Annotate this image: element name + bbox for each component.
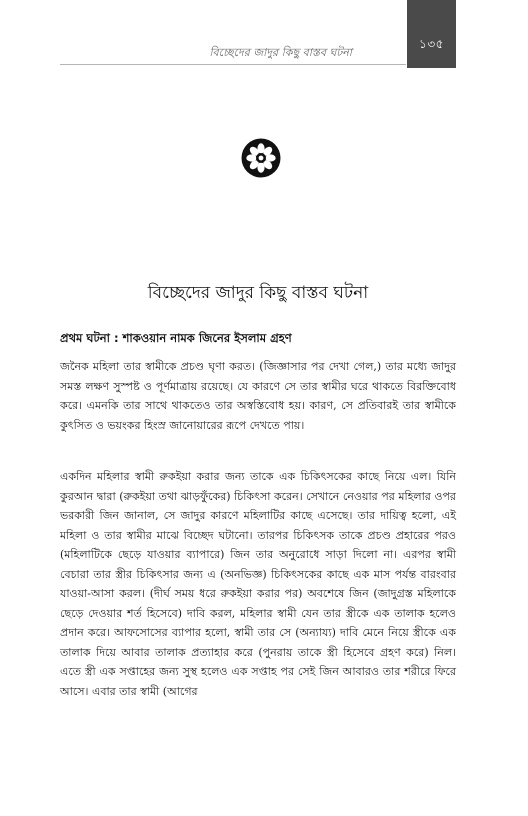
chapter-title: বিচ্ছেদের জাদুর কিছু বাস্তব ঘটনা [147,283,369,303]
running-header-title: বিচ্ছেদের জাদুর কিছু বাস্তব ঘটনা [209,46,352,59]
section-heading: প্রথম ঘটনা : শাকওয়ান নামক জিনের ইসলাম গ্রহণ [60,331,292,345]
flower-ornament-icon [240,137,282,179]
running-header [60,38,406,65]
body-paragraph-2: একদিন মহিলার স্বামী রুকইয়া করার জন্য তাকে এক চিকিৎসকের কাছে নিয়ে এল। যিনি কুরআন দ্বারা (রুকইয়া তথা ঝাড়ফুঁকের) চিকিৎসা করেন। সেখানে নেওয়ার পর মহিলার ওপর ভরকারী জিন জানাল, সে জাদুর কারণে মহিলাটির কাছে এসেছে। তার দায়িত্ব হলো, এই মহিলা ও তার স্বামীর মাঝে বিচ্ছেদ ঘটানো। তারপর চিকিৎসক তাকে প্রচণ্ড প্রহারের পরও (মহিলাটিকে ছেড়ে যাওয়ার ব্যাপারে) জিন তার অনুরোধে সাড়া দিলো না। এরপর স্বামী বেচারা তার স্ত্রীর চিকিৎসার জন্য এ (অনভিজ্ঞ) চিকিৎসকের কাছে এক মাস পর্যন্ত বারংবার যাওয়া-আসা করল। (দীর্ঘ সময় ধরে রুকইয়া করার পর) অবশেষে জিন (জাদুগ্রস্ত মহিলাকে ছেড়ে দেওয়ার শর্ত হিসেবে) দাবি করল, মহিলার স্বামী যেন তার স্ত্রীকে এক তালাক হলেও প্রদান করে। আফসোসের ব্যাপার হলো, স্বামী তার সে (অন্যায্য) দাবি মেনে নিয়ে স্ত্রীকে এক তালাক দিয়ে আবার তালাক প্রত্যাহার করে (পুনরায় তাকে স্ত্রী হিসেবে গ্রহণ করে) নিল। এতে স্ত্রী এক সপ্তাহের জন্য সুস্থ হলেও এক সপ্তাহ পর সেই জিন আবারও তার শরীরে ফিরে আসে। এবার তার স্বামী (আগের [60,470,456,698]
page-number: ১৩৫ [419,37,444,51]
body-paragraph-1: জনৈক মহিলা তার স্বামীকে প্রচণ্ড ঘৃণা করত। (জিজ্ঞাসার পর দেখা গেল,) তার মধ্যে জাদুর সমস্ত লক্ষণ সুস্পষ্ট ও পূর্ণমাত্রায় রয়েছে। যে কারণে সে তার স্বামীর ঘরে থাকতে বিরক্তিবোধ করে। এমনকি তার সাথে থাকতেও তার অস্বস্তিবোধ হয়। কারণ, সে প্রতিবারই তার স্বামীকে কুৎসিত ও ভয়ংকর হিংস্র জানোয়ারের রূপে দেখতে পায়। [60,360,456,432]
page-number-box [407,0,456,68]
